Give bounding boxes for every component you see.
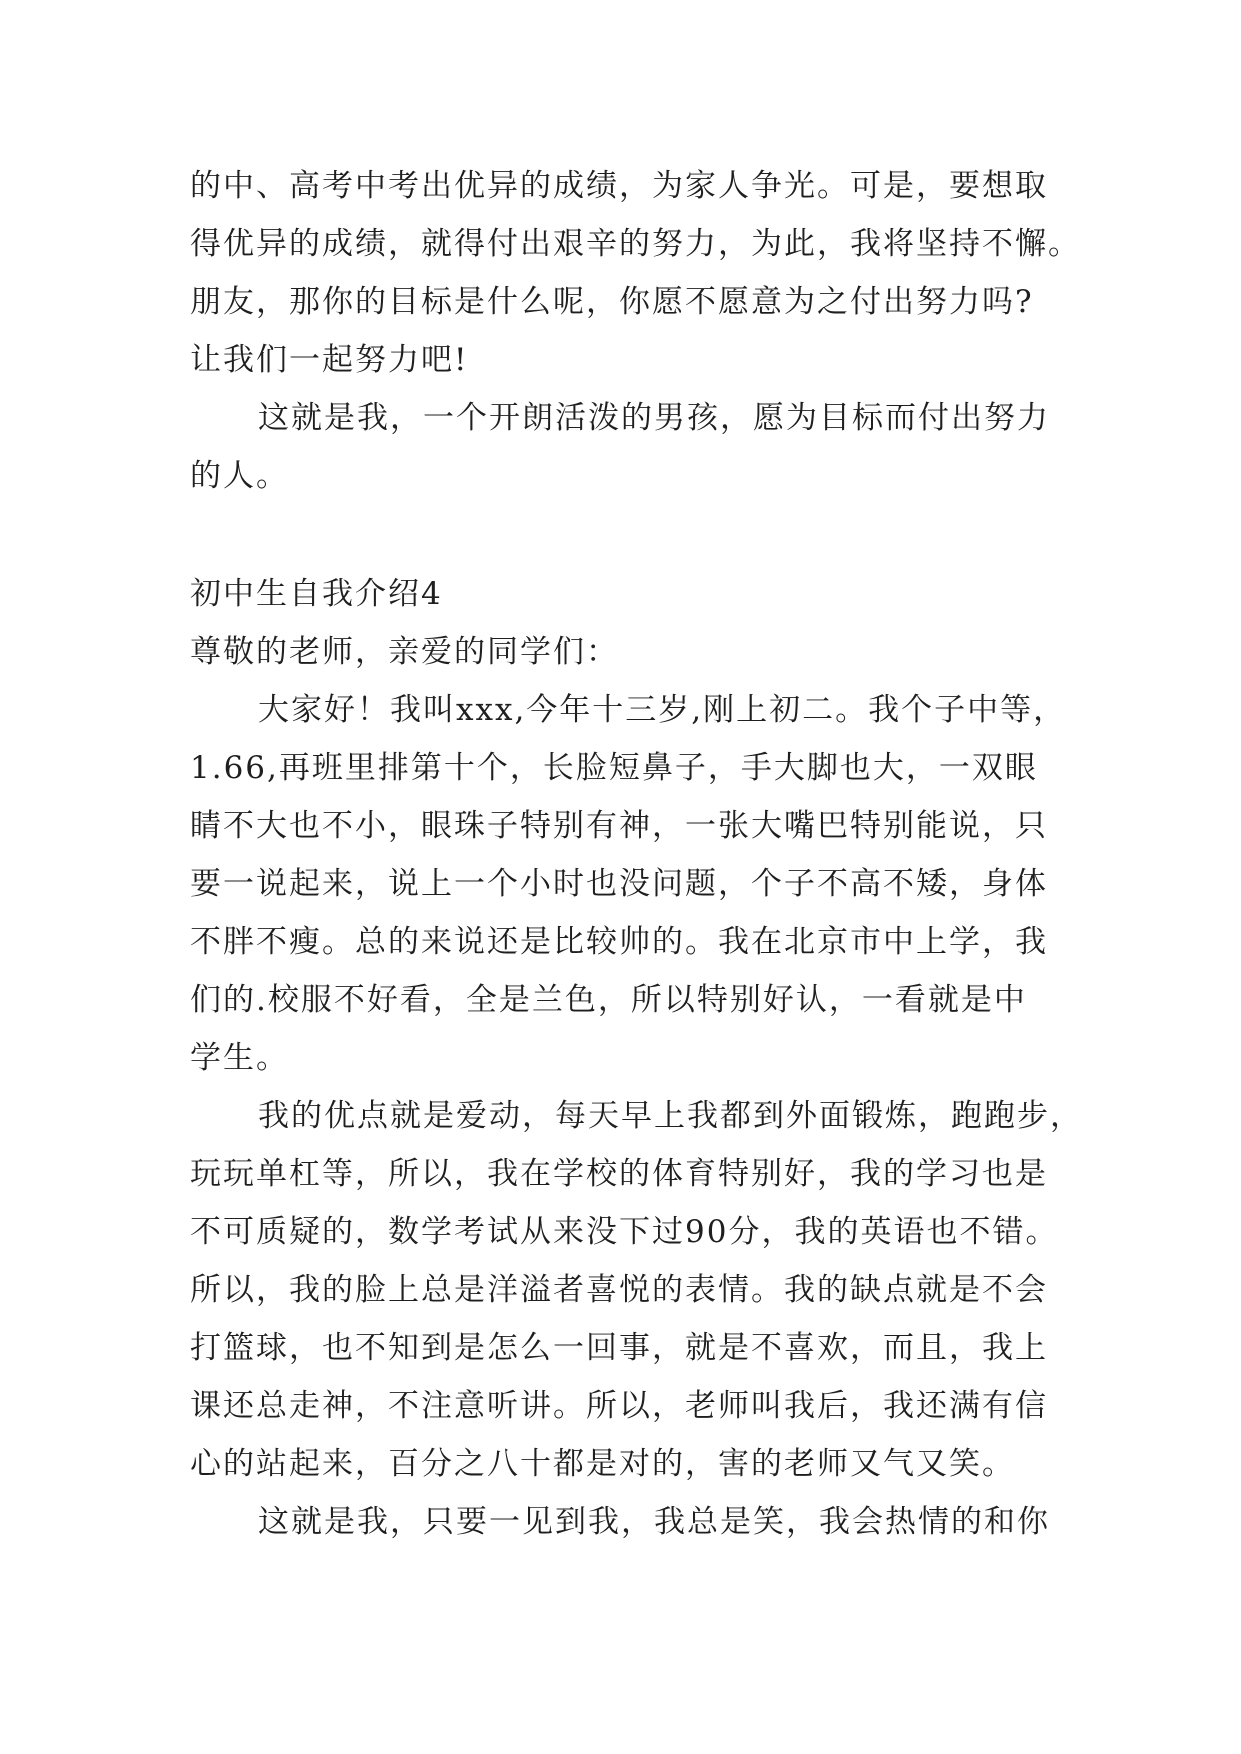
text-line: 们的.校服不好看，全是兰色，所以特别好认，一看就是中 (190, 982, 1027, 1018)
text-line: 所以，我的脸上总是洋溢者喜悦的表情。我的缺点就是不会 (190, 1272, 1048, 1308)
greeting-line: 尊敬的老师，亲爱的同学们： (190, 634, 619, 670)
text-line: 让我们一起努力吧! (190, 342, 469, 378)
section-heading: 初中生自我介绍4 (190, 576, 443, 612)
text-line: 朋友，那你的目标是什么呢，你愿不愿意为之付出努力吗? (190, 284, 1034, 320)
text-line: 得优异的成绩，就得付出艰辛的努力，为此，我将坚持不懈。 (190, 226, 1081, 262)
text-line: 1.66,再班里排第十个，长脸短鼻子，手大脚也大，一双眼 (190, 750, 1038, 786)
text-line: 不胖不瘦。总的来说还是比较帅的。我在北京市中上学，我 (190, 924, 1048, 960)
text-line: 我的优点就是爱动，每天早上我都到外面锻炼，跑跑步， (258, 1098, 1083, 1134)
text-line: 这就是我，一个开朗活泼的男孩，愿为目标而付出努力 (258, 400, 1050, 436)
text-line: 学生。 (190, 1040, 289, 1076)
text-line: 玩玩单杠等，所以，我在学校的体育特别好，我的学习也是 (190, 1156, 1048, 1192)
text-line: 的中、高考中考出优异的成绩，为家人争光。可是，要想取 (190, 168, 1048, 204)
text-line: 要一说起来，说上一个小时也没问题，个子不高不矮，身体 (190, 866, 1048, 902)
text-line: 课还总走神，不注意听讲。所以，老师叫我后，我还满有信 (190, 1388, 1048, 1424)
text-line: 心的站起来，百分之八十都是对的，害的老师又气又笑。 (190, 1446, 1015, 1482)
text-line: 睛不大也不小，眼珠子特别有神，一张大嘴巴特别能说，只 (190, 808, 1048, 844)
text-line: 打篮球，也不知到是怎么一回事，就是不喜欢，而且，我上 (190, 1330, 1048, 1366)
text-line: 的人。 (190, 458, 289, 494)
text-line: 不可质疑的，数学考试从来没下过90分，我的英语也不错。 (190, 1214, 1059, 1250)
text-line: 这就是我，只要一见到我，我总是笑，我会热情的和你 (258, 1504, 1050, 1540)
text-line: 大家好！我叫xxx,今年十三岁,刚上初二。我个子中等， (258, 692, 1067, 728)
